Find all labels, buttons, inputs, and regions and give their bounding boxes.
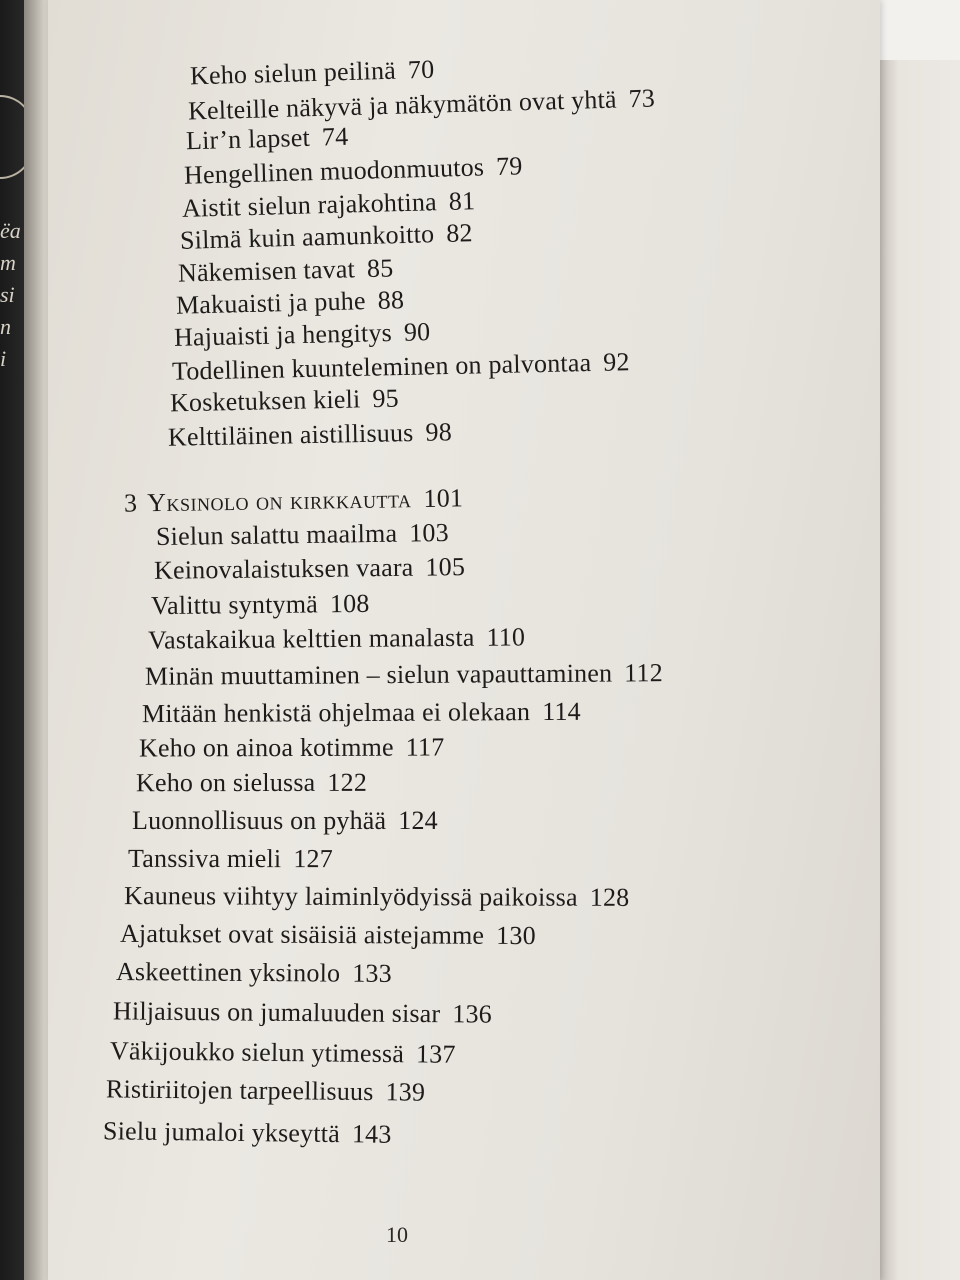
toc-entry-title: Askeettinen yksinolo (115, 957, 341, 988)
toc-entry-page: 105 (425, 552, 466, 582)
toc-entry-page: 128 (589, 882, 630, 912)
toc-entry (172, 347, 630, 387)
toc-entry-title: Keinovalaistuksen vaara (153, 552, 414, 585)
toc-entry (120, 919, 536, 951)
toc-entry-page: 137 (415, 1039, 456, 1069)
toc-entry (145, 658, 663, 692)
toc-entry-page: 98 (425, 417, 453, 447)
toc-entry-page: 110 (486, 622, 526, 652)
toc-entry (168, 417, 452, 452)
toc-entry-page: 70 (407, 54, 435, 85)
toc-entry-title: Lir’n lapset (185, 122, 311, 156)
toc-entry-page: 79 (495, 151, 523, 182)
toc-entry (106, 1074, 425, 1107)
toc-entry-page: 85 (366, 253, 394, 284)
toc-entry-title: Aistit sielun rajakohtina (181, 187, 438, 223)
page-number: 10 (386, 1222, 408, 1247)
toc-entry-title: Sielun salattu maailma (155, 518, 398, 552)
toc-entry-title: Kelttiläinen aistillisuus (167, 418, 414, 452)
toc-entry (154, 552, 465, 586)
toc-entry (174, 317, 431, 353)
toc-entry (148, 622, 525, 655)
toc-entry-page: 92 (602, 347, 630, 377)
toc-entry (184, 151, 523, 190)
toc-entry-title: Sielu jumaloi ykseyttä (102, 1116, 341, 1149)
toc-entry (176, 285, 405, 321)
toc-entry-title: Keho on ainoa kotimme (138, 732, 394, 763)
toc-entry-title: Vastakaikua kelttien manalasta (147, 622, 475, 655)
toc-entry (151, 589, 370, 621)
toc-entry (103, 1116, 392, 1150)
toc-entry-title: Kosketuksen kieli (169, 384, 361, 418)
toc-entry (142, 697, 581, 729)
cover-letter: i (0, 346, 7, 371)
toc-entry-page: 88 (377, 285, 405, 315)
toc-entry (128, 844, 333, 874)
toc-entry-title: Hajuaisti ja hengitys (173, 317, 393, 352)
toc-entry-page: 117 (405, 732, 445, 762)
toc-entry-page: 81 (448, 186, 476, 216)
toc-entry-page: 143 (351, 1119, 392, 1149)
toc-entry-title: Todellinen kuunteleminen on palvontaa (171, 348, 592, 386)
toc-entry-title: Ajatukset ovat sisäisiä aistejamme (119, 918, 485, 950)
toc-entry (110, 1036, 456, 1070)
toc-entry-page: 127 (293, 844, 333, 874)
toc-entry-page: 130 (496, 920, 536, 951)
toc-entry-title: Silmä kuin aamunkoitto (179, 219, 435, 255)
toc-entry-page: 74 (321, 121, 349, 152)
cover-letter: n (0, 314, 11, 339)
toc-entry-title: Keho sielun peilinä (189, 55, 397, 91)
toc-entry (180, 218, 473, 256)
toc-entry-title: Minän muuttaminen – sielun vapauttaminen (144, 658, 613, 691)
toc-entry-page: 90 (403, 317, 431, 347)
toc-entry-title: Ristiriitojen tarpeellisuus (105, 1074, 374, 1107)
chapter-page: 101 (423, 483, 464, 513)
toc-entry-title: Kelteille näkyvä ja näkymätön ovat yhtä (187, 84, 618, 126)
toc-entry (186, 122, 349, 157)
toc-entry (188, 83, 656, 126)
toc-entry (136, 768, 367, 798)
toc-entry-page: 133 (352, 958, 392, 988)
toc-entry-page: 103 (409, 517, 450, 548)
toc-entry-page: 108 (329, 588, 370, 619)
toc-entry-title: Väkijoukko sielun ytimessä (109, 1036, 405, 1069)
toc-entry-page: 136 (452, 999, 493, 1029)
toc-entry (132, 806, 438, 836)
toc-entry (139, 732, 445, 763)
toc-entry-page: 114 (542, 696, 581, 727)
chapter-title: Yksinolo on kirkkautta (146, 484, 412, 518)
toc-entry-title: Mitään henkistä ohjelmaa ei olekaan (141, 697, 531, 729)
toc-entry-title: Luonnollisuus on pyhää (132, 806, 387, 835)
toc-entry (156, 518, 449, 552)
toc-entry-title: Kauneus viihtyy laiminlyödyissä paikoissa (123, 881, 578, 912)
chapter-number: 3 (123, 488, 138, 518)
chapter-heading (124, 483, 464, 518)
toc-entry (182, 186, 476, 224)
toc-entry (178, 253, 394, 288)
toc-entry-page: 124 (398, 806, 438, 835)
cover-letter: ëa (0, 218, 21, 243)
toc-entry-title: Hengellinen muodonmuutos (183, 152, 485, 190)
cover-letter: si (0, 282, 15, 307)
toc-entry-title: Keho on sielussa (135, 767, 316, 798)
cover-letter: m (0, 250, 16, 275)
toc-entry (113, 996, 492, 1029)
toc-entry-page: 139 (385, 1077, 426, 1107)
toc-entry-page: 122 (327, 767, 368, 797)
toc-entry-page: 82 (445, 218, 474, 248)
toc-entry-page: 95 (372, 383, 400, 414)
toc-entry-title: Valittu syntymä (150, 589, 319, 621)
toc-entry (190, 55, 435, 92)
toc-entry (116, 957, 392, 989)
toc-entry (170, 384, 399, 419)
toc-entry-title: Makuaisti ja puhe (175, 286, 367, 320)
toc-entry-title: Näkemisen tavat (177, 254, 356, 288)
toc-entry-title: Tanssiva mieli (127, 843, 282, 874)
toc-entry-page: 112 (624, 658, 663, 688)
toc-entry-page: 73 (628, 83, 656, 114)
toc-entry (124, 881, 629, 913)
toc-entry-title: Hiljaisuus on jumaluuden sisar (112, 996, 441, 1029)
